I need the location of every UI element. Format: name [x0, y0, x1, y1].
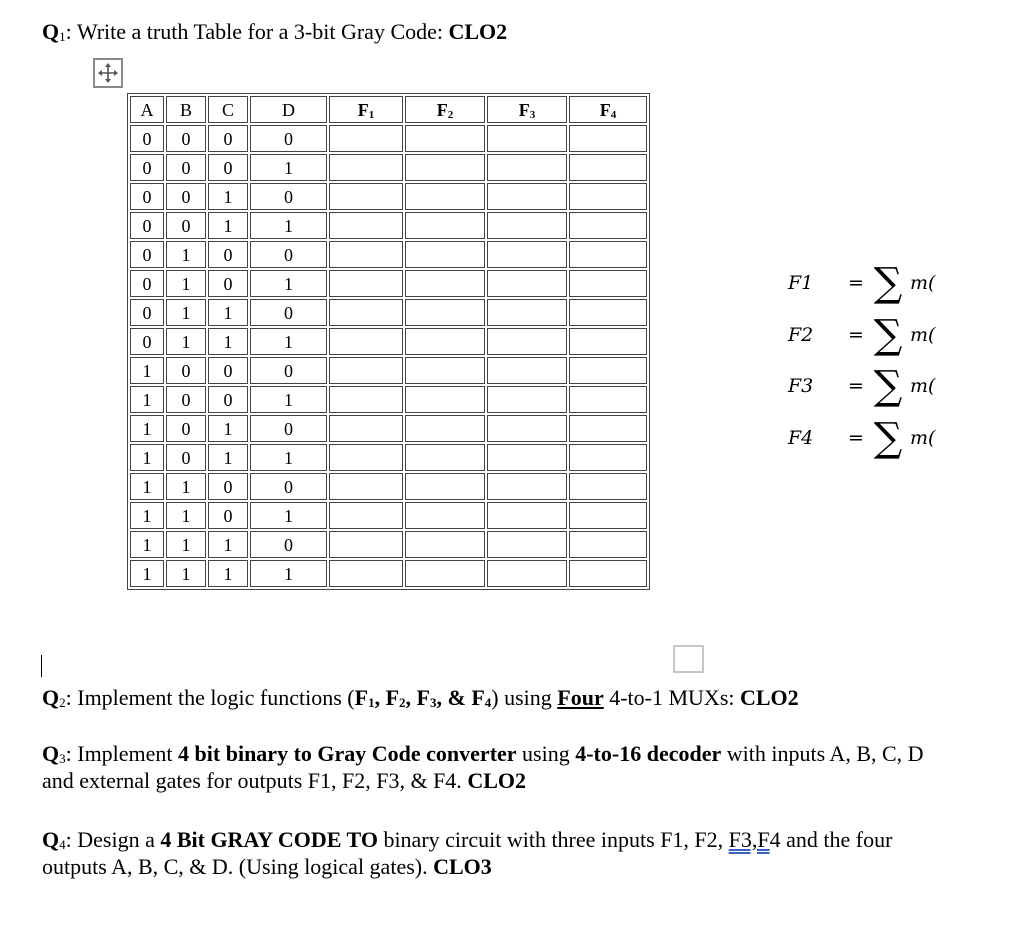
cell-c[interactable]: 0 [208, 125, 248, 152]
cell-f2-empty[interactable] [405, 154, 485, 181]
cell-d[interactable]: 1 [250, 444, 327, 471]
question-2: $Q_2$: Implement the logic functions ($F_1$, $F_2$, $F_3$, & $F_4$) using Four 4-to-1 MUXs: CLO2 [42, 685, 799, 710]
q4-clo: CLO3 [433, 854, 492, 879]
table-row [130, 154, 647, 181]
header-f3[interactable]: $F_3$ [487, 96, 567, 123]
truth-table-container [127, 93, 650, 590]
table-row [130, 328, 647, 355]
cell-a[interactable]: 1 [130, 473, 164, 500]
cell-f3-empty[interactable] [487, 444, 567, 471]
cell-d[interactable]: 0 [250, 125, 327, 152]
cell-f3-empty[interactable] [487, 473, 567, 500]
cell-c[interactable]: 0 [208, 241, 248, 268]
cell-f4-empty[interactable] [569, 125, 647, 152]
cell-f3-empty[interactable] [487, 415, 567, 442]
cell-f3-empty[interactable] [487, 386, 567, 413]
cell-f4-empty[interactable] [569, 531, 647, 558]
header-b[interactable]: B [166, 96, 206, 123]
cell-a[interactable]: 1 [130, 502, 164, 529]
cell-d[interactable]: 1 [250, 270, 327, 297]
cell-f1-empty[interactable] [329, 357, 403, 384]
cell-f3-empty[interactable] [487, 357, 567, 384]
equals-sign: = [848, 324, 864, 346]
cell-f4-empty[interactable] [569, 444, 647, 471]
cell-d[interactable]: 1 [250, 386, 327, 413]
cell-b[interactable]: 1 [166, 270, 206, 297]
cell-f1-empty[interactable] [329, 560, 403, 587]
cell-f2-empty[interactable] [405, 531, 485, 558]
table-row [130, 299, 647, 326]
table-row [130, 125, 647, 152]
cell-c[interactable]: 0 [208, 154, 248, 181]
cell-d[interactable]: 1 [250, 328, 327, 355]
cell-d[interactable]: 0 [250, 531, 327, 558]
cell-f2-empty[interactable] [405, 299, 485, 326]
cell-c[interactable]: 1 [208, 212, 248, 239]
cell-c[interactable]: 1 [208, 560, 248, 587]
cell-b[interactable]: 0 [166, 125, 206, 152]
cell-c[interactable]: 1 [208, 415, 248, 442]
spellcheck-underline[interactable]: F3,F [728, 827, 770, 852]
table-row [130, 386, 647, 413]
cell-b[interactable]: 0 [166, 357, 206, 384]
cell-d[interactable]: 1 [250, 212, 327, 239]
cell-c[interactable]: 1 [208, 328, 248, 355]
cell-f3-empty[interactable] [487, 328, 567, 355]
equation-lhs: F1 [788, 272, 814, 294]
cell-b[interactable]: 0 [166, 386, 206, 413]
cell-d[interactable]: 0 [250, 415, 327, 442]
cell-f1-empty[interactable] [329, 241, 403, 268]
question-1 [42, 18, 507, 45]
cell-c[interactable]: 0 [208, 386, 248, 413]
cell-f3-empty[interactable] [487, 125, 567, 152]
cell-b[interactable]: 0 [166, 212, 206, 239]
cell-a[interactable]: 1 [130, 531, 164, 558]
header-f4[interactable]: $F_4$ [569, 96, 647, 123]
cell-b[interactable]: 1 [166, 502, 206, 529]
cell-d[interactable]: 0 [250, 473, 327, 500]
table-move-handle[interactable] [93, 58, 123, 88]
equation-f3[interactable] [788, 363, 936, 409]
cell-f4-empty[interactable] [569, 415, 647, 442]
equals-sign: = [848, 272, 864, 294]
cell-f2-empty[interactable] [405, 270, 485, 297]
minterm-term: m( [910, 375, 936, 397]
cell-f2-empty[interactable] [405, 560, 485, 587]
cell-f4-empty[interactable] [569, 270, 647, 297]
table-row [130, 415, 647, 442]
cell-f3-empty[interactable] [487, 531, 567, 558]
four-emphasis: Four [557, 685, 604, 710]
text-cursor [41, 655, 42, 677]
cell-f2-empty[interactable] [405, 444, 485, 471]
cell-d[interactable]: 0 [250, 299, 327, 326]
cell-b[interactable]: 1 [166, 473, 206, 500]
cell-a[interactable]: 0 [130, 270, 164, 297]
cell-c[interactable]: 1 [208, 183, 248, 210]
table-row [130, 270, 647, 297]
cell-d[interactable]: 0 [250, 183, 327, 210]
cell-f3-empty[interactable] [487, 241, 567, 268]
cell-b[interactable]: 1 [166, 531, 206, 558]
cell-f3-empty[interactable] [487, 154, 567, 181]
equation-f2[interactable] [788, 312, 936, 358]
equation-lhs: F4 [788, 427, 814, 449]
minterm-term: m( [910, 427, 936, 449]
cell-d[interactable]: 1 [250, 560, 327, 587]
cell-f4-empty[interactable] [569, 502, 647, 529]
cell-f4-empty[interactable] [569, 386, 647, 413]
cell-f2-empty[interactable] [405, 357, 485, 384]
cell-f4-empty[interactable] [569, 560, 647, 587]
q1-text: : Write a truth Table for a 3-bit Gray Code: [65, 19, 449, 44]
table-row [130, 502, 647, 529]
header-f1[interactable]: $F_1$ [329, 96, 403, 123]
cell-f1-empty[interactable] [329, 125, 403, 152]
cell-f1-empty[interactable] [329, 415, 403, 442]
equals-sign: = [848, 427, 864, 449]
header-a[interactable]: A [130, 96, 164, 123]
cell-b[interactable]: 1 [166, 328, 206, 355]
header-c[interactable]: C [208, 96, 248, 123]
cell-f1-empty[interactable] [329, 183, 403, 210]
cell-b[interactable]: 1 [166, 560, 206, 587]
cell-f4-empty[interactable] [569, 473, 647, 500]
cell-f2-empty[interactable] [405, 212, 485, 239]
q1-label: Q [42, 19, 60, 44]
cell-f3-empty[interactable] [487, 270, 567, 297]
cell-f3-empty[interactable] [487, 502, 567, 529]
table-row [130, 241, 647, 268]
cell-f4-empty[interactable] [569, 357, 647, 384]
table-row [130, 560, 647, 587]
cell-f1-empty[interactable] [329, 444, 403, 471]
cell-c[interactable]: 0 [208, 357, 248, 384]
cell-f3-empty[interactable] [487, 212, 567, 239]
cell-f2-empty[interactable] [405, 241, 485, 268]
move-arrows-icon [97, 62, 119, 84]
cell-f4-empty[interactable] [569, 328, 647, 355]
cell-f4-empty[interactable] [569, 241, 647, 268]
cell-f2-empty[interactable] [405, 328, 485, 355]
cell-f1-empty[interactable] [329, 270, 403, 297]
cell-f3-empty[interactable] [487, 183, 567, 210]
sigma-symbol: ∑ [873, 312, 903, 358]
truth-table [127, 93, 650, 590]
cell-f1-empty[interactable] [329, 531, 403, 558]
cell-f2-empty[interactable] [405, 386, 485, 413]
cell-f3-empty[interactable] [487, 299, 567, 326]
q3-clo: CLO2 [467, 768, 526, 793]
cell-d[interactable]: 1 [250, 154, 327, 181]
cell-a[interactable]: 0 [130, 241, 164, 268]
cell-b[interactable]: 0 [166, 444, 206, 471]
cell-b[interactable]: 1 [166, 299, 206, 326]
minterm-term: m( [910, 272, 936, 294]
minterm-term: m( [910, 324, 936, 346]
cell-f2-empty[interactable] [405, 502, 485, 529]
table-row [130, 357, 647, 384]
table-row [130, 473, 647, 500]
cell-b[interactable]: 0 [166, 183, 206, 210]
cell-f1-empty[interactable] [329, 212, 403, 239]
cell-a[interactable]: 0 [130, 154, 164, 181]
cell-f2-empty[interactable] [405, 183, 485, 210]
cell-a[interactable]: 0 [130, 183, 164, 210]
cell-f1-empty[interactable] [329, 473, 403, 500]
cell-f1-empty[interactable] [329, 386, 403, 413]
cell-a[interactable]: 0 [130, 212, 164, 239]
cell-c[interactable]: 1 [208, 444, 248, 471]
cell-a[interactable]: 0 [130, 299, 164, 326]
question-4: $Q_4$: Design a 4 Bit GRAY CODE TO binary circuit with three inputs F1, F2, F3,F4 and the four outputs A, B, C, & D. (Using logical gates). CLO3 [42, 827, 893, 879]
cell-d[interactable]: 0 [250, 241, 327, 268]
cell-f1-empty[interactable] [329, 154, 403, 181]
cell-c[interactable]: 1 [208, 299, 248, 326]
cell-a[interactable]: 1 [130, 386, 164, 413]
cell-f2-empty[interactable] [405, 473, 485, 500]
cell-a[interactable]: 0 [130, 125, 164, 152]
table-row [130, 444, 647, 471]
cell-f3-empty[interactable] [487, 560, 567, 587]
cell-f1-empty[interactable] [329, 502, 403, 529]
sigma-symbol: ∑ [873, 415, 903, 461]
equation-f1[interactable] [788, 260, 936, 306]
equation-f4[interactable] [788, 415, 936, 461]
q1-clo: CLO2 [448, 19, 508, 44]
cell-a[interactable]: 1 [130, 415, 164, 442]
question-3: $Q_3$: Implement 4 bit binary to Gray Code converter using 4-to-16 decoder with inputs A, B, C, D and external gates for outputs F1, F2, F3, & F4. CLO2 [42, 741, 924, 793]
cell-f2-empty[interactable] [405, 125, 485, 152]
cell-d[interactable]: 0 [250, 357, 327, 384]
cell-f4-empty[interactable] [569, 299, 647, 326]
cell-c[interactable]: 1 [208, 531, 248, 558]
cell-a[interactable]: 1 [130, 357, 164, 384]
cell-b[interactable]: 1 [166, 241, 206, 268]
cell-b[interactable]: 0 [166, 154, 206, 181]
header-f2[interactable]: $F_2$ [405, 96, 485, 123]
cell-c[interactable]: 0 [208, 270, 248, 297]
header-row [130, 96, 647, 123]
cell-c[interactable]: 0 [208, 502, 248, 529]
cell-f4-empty[interactable] [569, 154, 647, 181]
equation-lhs: F3 [788, 375, 814, 397]
cell-f4-empty[interactable] [569, 183, 647, 210]
cell-f4-empty[interactable] [569, 212, 647, 239]
cell-a[interactable]: 1 [130, 444, 164, 471]
cell-d[interactable]: 1 [250, 502, 327, 529]
equation-lhs: F2 [788, 324, 814, 346]
header-d[interactable]: D [250, 96, 327, 123]
cell-f2-empty[interactable] [405, 415, 485, 442]
table-row [130, 183, 647, 210]
cell-f1-empty[interactable] [329, 299, 403, 326]
cell-a[interactable]: 1 [130, 560, 164, 587]
cell-c[interactable]: 0 [208, 473, 248, 500]
sigma-symbol: ∑ [873, 363, 903, 409]
table-row [130, 212, 647, 239]
q1-sub: 1 [59, 29, 66, 44]
equals-sign: = [848, 375, 864, 397]
table-resize-handle[interactable] [673, 645, 704, 673]
table-row [130, 531, 647, 558]
q2-clo: CLO2 [740, 685, 799, 710]
cell-b[interactable]: 0 [166, 415, 206, 442]
sigma-symbol: ∑ [873, 260, 903, 306]
cell-f1-empty[interactable] [329, 328, 403, 355]
cell-a[interactable]: 0 [130, 328, 164, 355]
